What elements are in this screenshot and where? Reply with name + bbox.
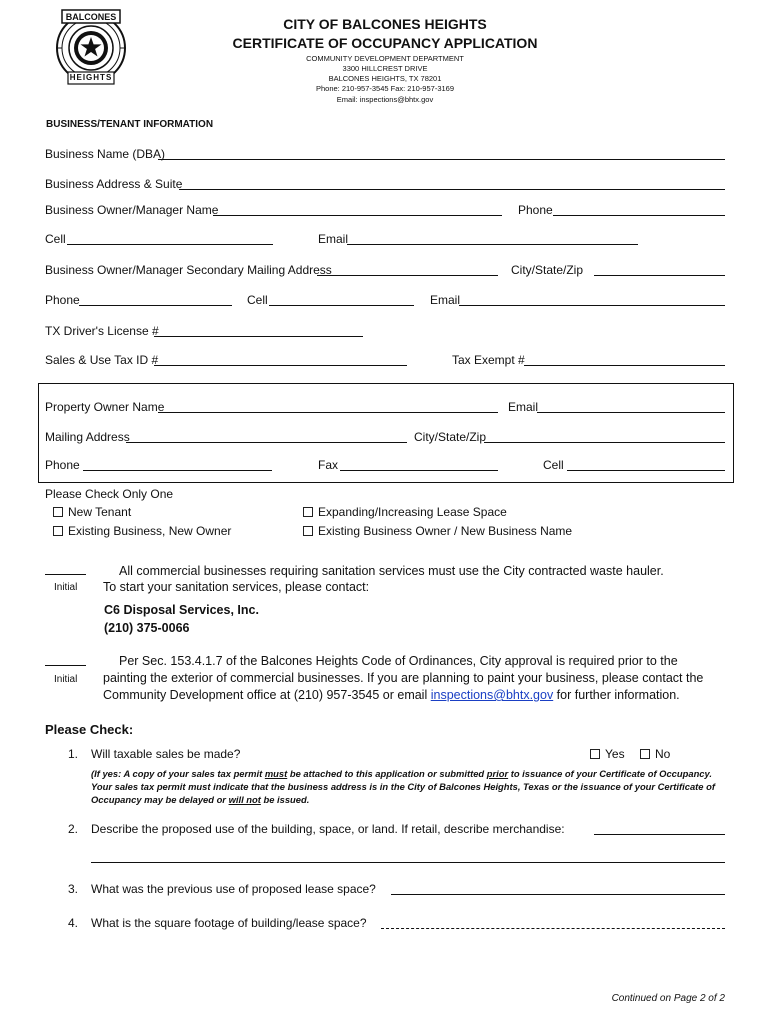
business-address-field[interactable] [179,189,725,190]
note-part-b: be attached to this application or submitted [287,768,487,779]
property-owner-label: Property Owner Name [45,400,165,414]
q2-number: 2. [68,822,79,836]
note-part-c: to issuance of your Certificate of Occupancy. Your sales tax permit must indicate that the business address is in the City of Balcones Heights, Texas or the issuance of your Certificate of Occupancy may be delayed or [91,768,715,805]
sanitation-text-line1: All commercial businesses requiring sanitation services must use the City contracted waste hauler. [119,564,664,578]
business-name-field[interactable] [158,159,725,160]
painting-text-line3-post: for further information. [553,688,680,702]
q1-number: 1. [68,747,79,761]
sales-tax-id-label: Sales & Use Tax ID # [45,353,159,367]
option-existing-new-name[interactable] [303,524,572,538]
seal-top-text: BALCONES [65,12,117,22]
option-new-tenant-label: New Tenant [68,505,132,519]
cell-field-1[interactable] [67,244,273,245]
phone-field-1[interactable] [553,215,725,216]
option-no[interactable] [640,747,670,761]
drivers-license-label: TX Driver's License # [45,324,159,338]
note-must: must [264,768,288,779]
painting-text-line3-pre: Community Development office at (210) 957-3545 or email [103,688,431,702]
city-state-zip-field-1[interactable] [594,275,725,276]
q2-field-2[interactable] [91,862,725,863]
sanitation-company-phone: (210) 375-0066 [104,621,190,635]
checkbox-expanding[interactable] [303,507,313,517]
phone-label-3: Phone [45,458,80,472]
painting-text-line2: painting the exterior of commercial businesses. If you are planning to paint your business, please contact the [103,671,704,685]
cell-label-3: Cell [543,458,564,472]
tax-exempt-field[interactable] [524,365,725,366]
department-address-line1: 3300 HILLCREST DRIVE [342,64,428,73]
phone-label-2: Phone [45,293,80,307]
note-part-a: (If yes: A copy of your sales tax permit [91,768,265,779]
checkbox-yes[interactable] [590,749,600,759]
q2-field-1[interactable] [594,834,725,835]
option-existing-new-owner[interactable] [53,524,231,538]
sanitation-initial-label: Initial [54,582,78,593]
option-expanding-label: Expanding/Increasing Lease Space [318,505,507,519]
option-no-label: No [655,747,671,761]
option-existing-new-owner-label: Existing Business, New Owner [68,524,232,538]
option-existing-new-name-label: Existing Business Owner / New Business Name [318,524,573,538]
fax-field[interactable] [340,470,498,471]
email-label-1: Email [318,232,349,246]
q3-number: 3. [68,882,79,896]
email-label-3: Email [508,400,539,414]
painting-initial-field[interactable] [45,665,86,666]
checkbox-no[interactable] [640,749,650,759]
cell-field-2[interactable] [269,305,414,306]
business-address-label: Business Address & Suite [45,177,183,191]
check-only-one-heading: Please Check Only One [45,487,174,501]
cell-label-1: Cell [45,232,66,246]
cell-field-3[interactable] [567,470,725,471]
please-check-heading: Please Check: [45,722,134,737]
section-heading-business-info: BUSINESS/TENANT INFORMATION [46,119,214,130]
department-email: Email: inspections@bhtx.gov [336,95,434,104]
department-name: COMMUNITY DEVELOPMENT DEPARTMENT [306,54,464,63]
inspections-email-link[interactable]: inspections@bhtx.gov [430,688,554,702]
option-yes-label: Yes [605,747,625,761]
owner-manager-name-label: Business Owner/Manager Name [45,203,219,217]
phone-field-3[interactable] [83,470,272,471]
sanitation-initial-field[interactable] [45,574,86,575]
property-owner-box [38,383,734,483]
city-state-zip-label-1: City/State/Zip [511,263,584,277]
owner-manager-name-field[interactable] [213,215,502,216]
city-state-zip-field-2[interactable] [484,442,725,443]
sales-tax-id-field[interactable] [154,365,407,366]
mailing-address-label: Mailing Address [45,430,130,444]
sales-tax-permit-note [91,767,731,806]
phone-field-2[interactable] [79,305,232,306]
email-field-1[interactable] [347,244,638,245]
email-field-2[interactable] [459,305,725,306]
city-state-zip-label-2: City/State/Zip [414,430,487,444]
painting-text-line1: Per Sec. 153.4.1.7 of the Balcones Heights Code of Ordinances, City approval is required prior to the [119,654,678,668]
checkbox-existing-new-owner[interactable] [53,526,63,536]
q1-text: Will taxable sales be made? [91,747,241,761]
email-field-3[interactable] [537,412,725,413]
note-will-not: will not [228,794,261,805]
cell-label-2: Cell [247,293,268,307]
secondary-address-label: Business Owner/Manager Secondary Mailing Address [45,263,332,277]
drivers-license-field[interactable] [154,336,363,337]
q4-text: What is the square footage of building/lease space? [91,916,367,930]
option-expanding[interactable] [303,505,507,519]
q3-field[interactable] [391,894,725,895]
department-address-line2: BALCONES HEIGHTS, TX 78201 [328,74,442,83]
painting-text-line3 [103,687,680,704]
option-yes[interactable] [590,747,625,761]
page-title: CITY OF BALCONES HEIGHTS [283,16,487,32]
fax-label: Fax [318,458,339,472]
q2-text: Describe the proposed use of the building, space, or land. If retail, describe merchandise: [91,822,565,836]
seal-bottom-text: HEIGHTS [69,73,113,82]
checkbox-existing-new-name[interactable] [303,526,313,536]
mailing-address-field[interactable] [126,442,407,443]
tax-exempt-label: Tax Exempt # [452,353,525,367]
department-phone-fax: Phone: 210-957-3545 Fax: 210-957-3169 [315,84,455,93]
checkbox-new-tenant[interactable] [53,507,63,517]
q3-text: What was the previous use of proposed lease space? [91,882,376,896]
business-name-label: Business Name (DBA) [45,147,166,161]
continued-footer: Continued on Page 2 of 2 [611,993,725,1004]
secondary-address-field[interactable] [317,275,498,276]
property-owner-field[interactable] [158,412,498,413]
page-subtitle: CERTIFICATE OF OCCUPANCY APPLICATION [232,35,538,51]
note-part-d: be issued. [260,794,310,805]
sanitation-company-name: C6 Disposal Services, Inc. [104,603,259,617]
option-new-tenant[interactable] [53,505,131,519]
sanitation-text-line2: To start your sanitation services, please contact: [103,580,370,594]
note-prior: prior [486,768,509,779]
q4-field[interactable] [381,928,725,929]
phone-label-1: Phone [518,203,553,217]
painting-initial-label: Initial [54,674,78,685]
email-label-2: Email [430,293,461,307]
q4-number: 4. [68,916,79,930]
